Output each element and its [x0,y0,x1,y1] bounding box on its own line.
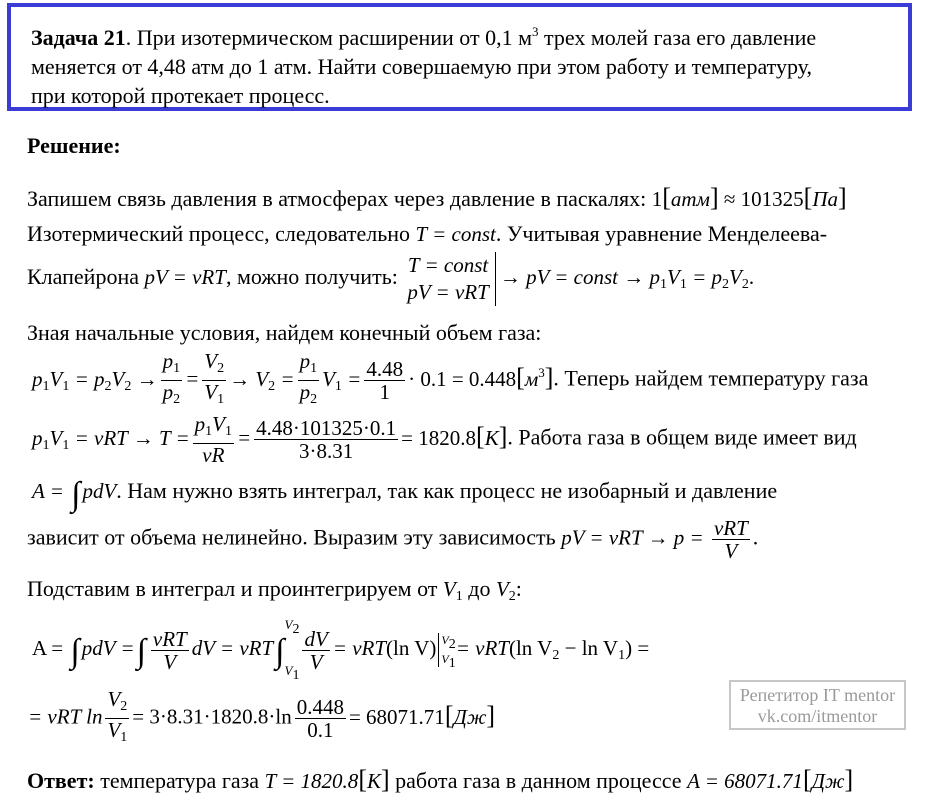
equation-temperature: $p_1V_1 = \nu RT \to T$ = $\frac{p_1V_1}{\nu R}$ = $\frac{4.48\cdot 101325\cdot 0.1}{3\cdot 8.31}$ = 1820.8[K]. Работа газа в общем виде имеет вид [32,412,857,467]
para-pressure-conversion: Запишем связь давления в атмосферах через давление в паскалях: 1[атм] ≈ 101325[Па] [27,183,847,212]
equation-integral: A = ∫pdV =∫ $\frac{\text{νRT}}{V}$ dV = νRT∫ $V_2$ $V_1$ $\frac{dV}{V}$ = νRT(ln V) $V_2$ $V_1$ = νRT(ln $V_2 - \ln V_1$) = [32,617,650,683]
para-isothermal: Изотермический процесс, следовательно T = const. Учитывая уравнение Менделеева- [27,221,828,246]
problem-line-3: при которой протекает процесс. [31,83,330,108]
para-clapeyron: Клапейрона pV = νRT, можно получить: T = const pV = νRT → pV = const → $p_1V_1 = p_2V_2$. [27,253,755,304]
para-initial-conditions: Зная начальные условия, найдем конечный объем газа: [27,320,542,345]
equation-volume: $p_1V_1 = p_2V_2$ → $\frac{p_1}{p_2}$ = $\frac{V_2}{V_1}$ → $V_2$ = $\frac{p_1}{p_2}$ $V_1$ = $\frac{4.48}{1}$ · $0.1 = 0.448[м^3]$. Теперь найдем температуру газа [32,349,869,407]
problem-line-2: меняется от 4,48 атм до 1 атм. Найти совершаемую при этом работу и температуру, [31,54,812,79]
equation-work-general: A = ∫pdV. Нам нужно взять интеграл, так как процесс не изобарный и давление [32,476,778,513]
problem-box [7,3,912,111]
watermark: Репетитор IT mentor vk.com/itmentor [729,680,906,730]
answer: Ответ: температура газа T = 1820.8[K] работа газа в данном процессе A = 68071.71[Дж] [27,765,854,794]
para-integrate: Подставим в интеграл и проинтегрируем от $V_1$ до $V_2$: [27,576,522,604]
problem-line-1: Задача 21. При изотермическом расширении от 0,1 $м^3$ трех молей газа его давление [31,24,817,50]
equation-final: = νRT ln $\frac{V_2}{V_1}$ = 3·8.31·1820.8·ln $\frac{0.448}{0.1}$ = 68071.71[Дж] [28,687,496,745]
equation-system: T = const pV = νRT [407,252,495,306]
answer-label: Ответ [27,768,88,793]
para-dependency: зависит от объема нелинейно. Выразим эту зависимость pV = νRT → p = $\frac{\text{νRT}}{V}$ . [27,516,759,563]
problem-label: Задача 21 [31,25,126,50]
solution-heading: Решение: [27,133,121,158]
